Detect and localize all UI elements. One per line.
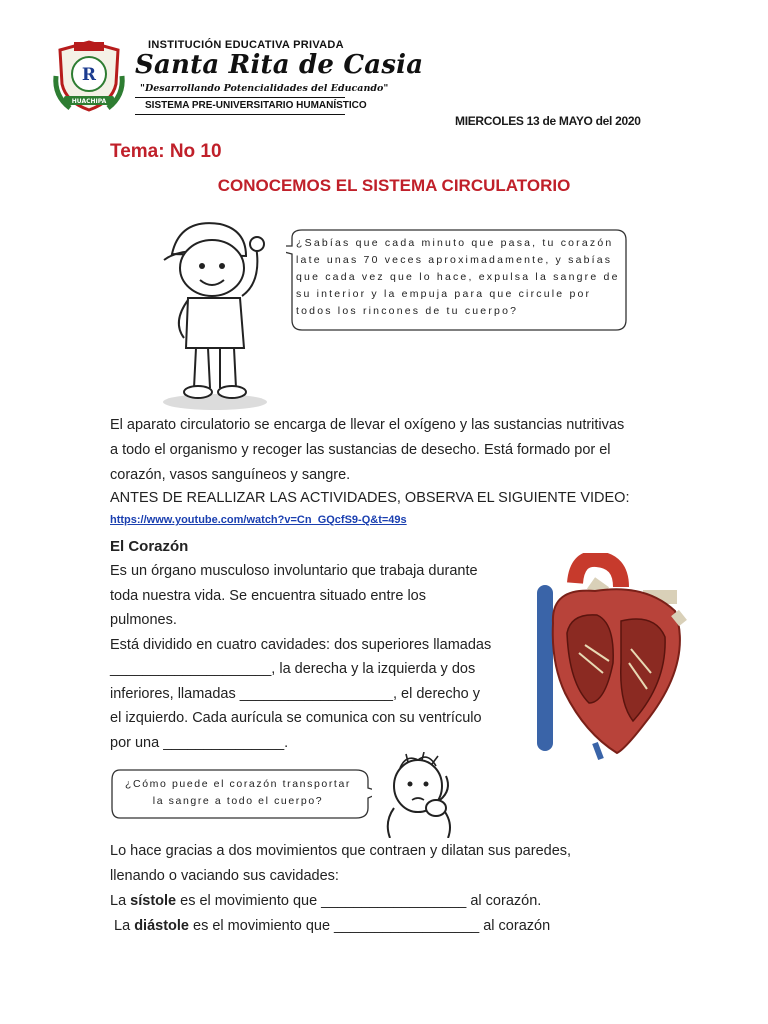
systole-line: La sístole es el movimiento que __________________ al corazón. bbox=[110, 893, 542, 909]
svg-text:HUACHIPA: HUACHIPA bbox=[71, 98, 107, 105]
institution-type: INSTITUCIÓN EDUCATIVA PRIVADA bbox=[148, 39, 344, 51]
systole-term: sístole bbox=[130, 893, 177, 909]
school-logo bbox=[50, 36, 128, 114]
thinking-boy-illustration bbox=[370, 752, 470, 838]
boy-illustration bbox=[150, 212, 280, 412]
instruction: ANTES DE REALLIZAR LAS ACTIVIDADES, OBSERVA EL SIGUIENTE VIDEO: bbox=[110, 490, 630, 506]
date: MIERCOLES 13 de MAYO del 2020 bbox=[455, 114, 641, 128]
diastole-term: diástole bbox=[134, 918, 189, 934]
system-name: SISTEMA PRE-UNIVERSITARIO HUMANÍSTICO bbox=[145, 100, 367, 111]
question-text: ¿Cómo puede el corazón transportar la sangre a todo el cuerpo? bbox=[125, 778, 351, 807]
diastole-line: La diástole es el movimiento que __________________ al corazón bbox=[110, 918, 551, 934]
school-motto: "Desarrollando Potencialidades del Educando" bbox=[140, 83, 389, 94]
svg-text:R: R bbox=[81, 65, 97, 85]
heart-paragraph: Es un órgano musculoso involuntario que trabaja durante toda nuestra vida. Se encuentra situado entre los pulmones. Está dividido en cuatro cavidades: dos superiores llamadas ____________________, la derecha y la izquierda y dos inferiores, llamadas ___________________, el derecho y el izquierdo. Cada aurícula se comunica con su ventrículo por una _______________. bbox=[110, 563, 492, 751]
section-title: El Corazón bbox=[110, 538, 189, 555]
intro-paragraph: El aparato circulatorio se encarga de llevar el oxígeno y las sustancias nutritivas a todo el organismo y recoger las sustancias de desecho. Está formado por el corazón, vasos sanguíneos y sangre. bbox=[110, 417, 625, 483]
divider bbox=[135, 97, 345, 98]
video-link[interactable]: https://www.youtube.com/watch?v=Cn_GQcfS9-Q&t=49s bbox=[110, 514, 407, 526]
bubble-text: ¿Sabías que cada minuto que pasa, tu corazón late unas 70 veces aproximadamente, y sabías que cada vez que lo hace, expulsa la sangre de su interior y la empuja para que circule por todos los rincones de tu cuerpo? bbox=[296, 237, 620, 317]
school-name: Santa Rita de Casia bbox=[135, 50, 424, 80]
heart-illustration bbox=[525, 553, 693, 763]
topic-number: Tema: No 10 bbox=[110, 141, 222, 162]
divider bbox=[135, 114, 345, 115]
page-title: CONOCEMOS EL SISTEMA CIRCULATORIO bbox=[217, 176, 571, 195]
movements-paragraph: Lo hace gracias a dos movimientos que contraen y dilatan sus paredes, llenando o vaciando sus cavidades: La sístole es el movimiento que __________________ al corazón. La diástole es el movimiento que __________________ al corazón bbox=[110, 839, 658, 939]
